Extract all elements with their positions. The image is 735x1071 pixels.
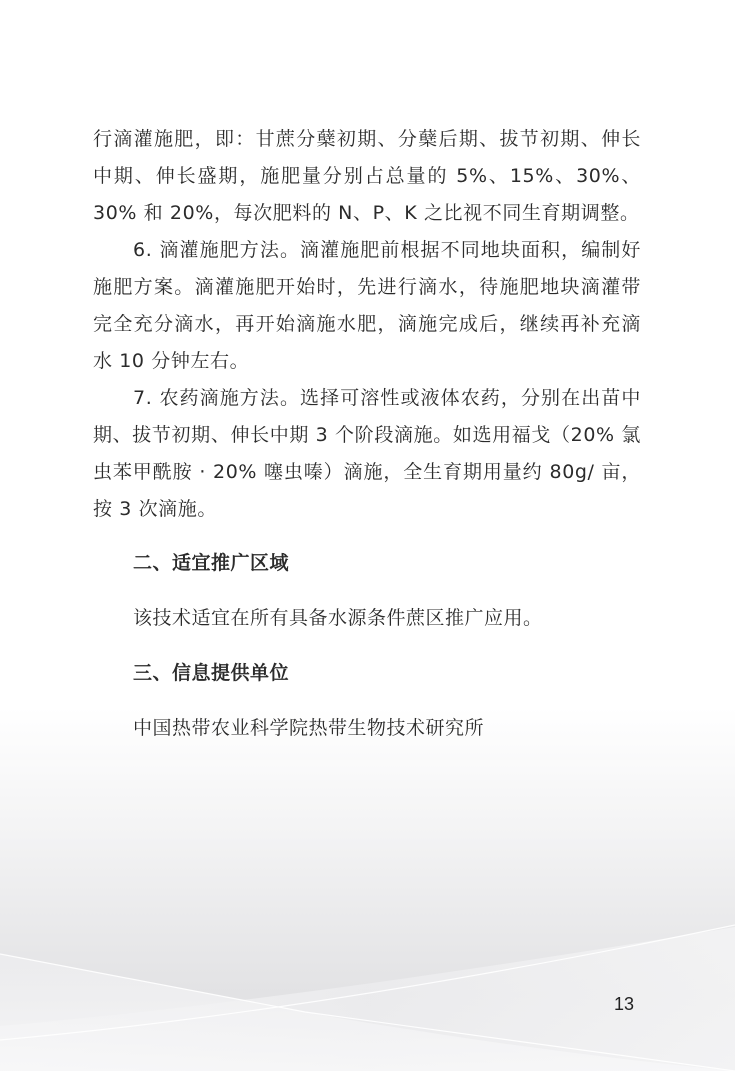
page-number: 13 [614,994,635,1014]
paragraph-fertilization-schedule: 行滴灌施肥，即：甘蔗分蘖初期、分蘖后期、拔节初期、伸长中期、伸长盛期，施肥量分别占总量的 5%、15%、30%、30% 和 20%，每次肥料的 N、P、K 之比视不同生育期调整。 [93,128,641,224]
paragraph-drip-fertilization-method: 6. 滴灌施肥方法。滴灌施肥前根据不同地块面积，编制好施肥方案。滴灌施肥开始时，先进行滴水，待施肥地块滴灌带完全充分滴水，再开始滴施水肥，滴施完成后，继续再补充滴水 10 分钟左右。 [93,239,641,372]
section-text-promotion-area: 该技术适宜在所有具备水源条件蔗区推广应用。 [133,607,543,629]
section-heading-information-provider: 三、信息提供单位 [133,662,290,684]
paragraph-pesticide-drip-method: 7. 农药滴施方法。选择可溶性或液体农药，分别在出苗中期、拔节初期、伸长中期 3 个阶段滴施。如选用福戈（20% 氯虫苯甲酰胺 · 20% 噻虫嗪）滴施，全生育期用量约 80g/ 亩，按 3 次滴施。 [93,387,641,520]
section-heading-promotion-area: 二、适宜推广区域 [133,552,290,574]
document-body [93,121,641,747]
section-text-information-provider: 中国热带农业科学院热带生物技术研究所 [133,717,485,739]
